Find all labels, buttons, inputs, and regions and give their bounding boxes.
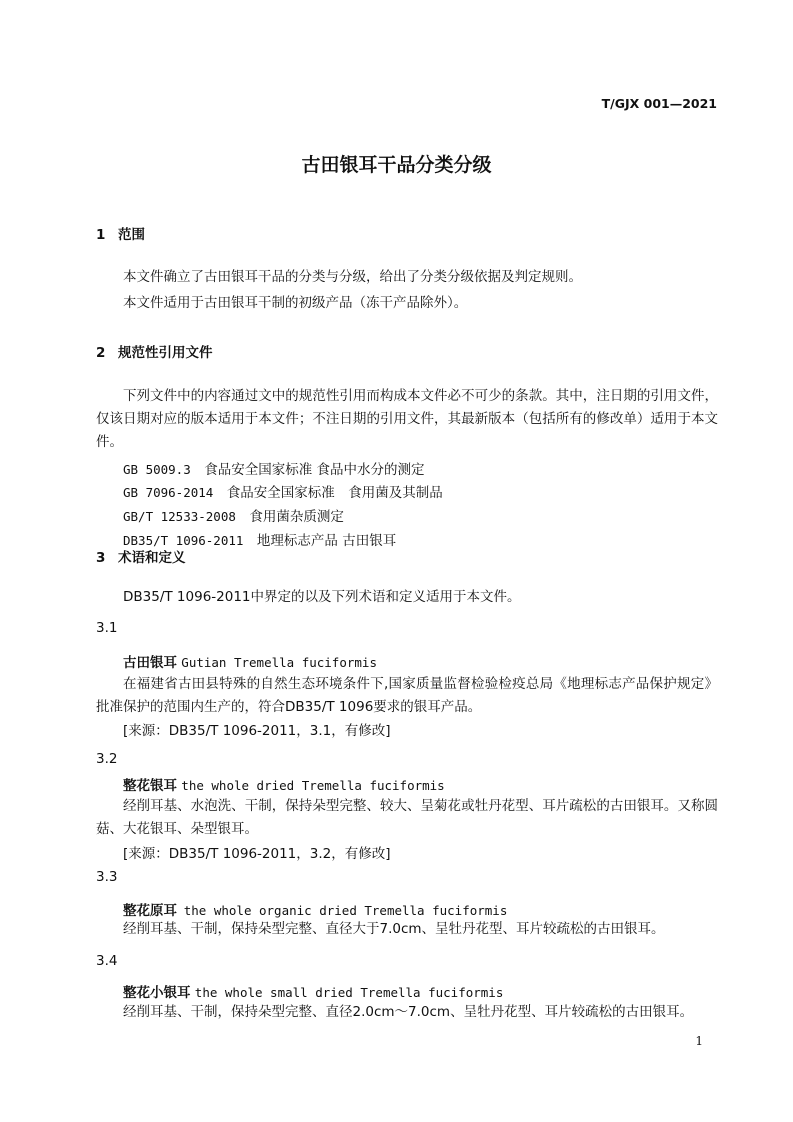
term-definition: 经削耳基、干制，保持朵型完整、直径大于7.0cm、呈牡丹花型、耳片较疏松的古田银耳。 bbox=[123, 921, 665, 937]
reference-name: 地理标志产品 古田银耳 bbox=[256, 533, 397, 549]
section-heading-3 bbox=[96, 546, 186, 566]
term-number: 3.1 bbox=[96, 620, 118, 636]
term-heading bbox=[123, 774, 445, 794]
paragraph: 本文件适用于古田银耳干制的初级产品（冻干产品除外）。 bbox=[123, 295, 468, 311]
term-definition: 经削耳基、水泡洗、干制，保持朵型完整、较大、呈菊花或牡丹花型、耳片疏松的古田银耳。又称圆菇、大花银耳、朵型银耳。 bbox=[96, 798, 718, 837]
term-source: [来源：DB35/T 1096-2011，3.1，有修改] bbox=[123, 723, 391, 739]
reference-item bbox=[123, 505, 344, 525]
term-definition: 经削耳基、干制，保持朵型完整、直径2.0cm～7.0cm、呈牡丹花型、耳片较疏松的古田银耳。 bbox=[123, 1004, 694, 1020]
standard-number: T/GJX 001—2021 bbox=[601, 96, 717, 111]
term-en: the whole dried Tremella fuciformis bbox=[181, 778, 445, 793]
term-zh: 整花小银耳 bbox=[123, 985, 191, 1001]
term-heading bbox=[123, 899, 507, 919]
section-number: 1 bbox=[96, 227, 106, 243]
reference-code: GB/T 12533-2008 bbox=[123, 509, 236, 524]
paragraph: 下列文件中的内容通过文中的规范性引用而构成本文件必不可少的条款。其中，注日期的引用文件，仅该日期对应的版本适用于本文件；不注日期的引用文件，其最新版本（包括所有的修改单）适用于本文件。 bbox=[96, 388, 718, 450]
section-title: 术语和定义 bbox=[118, 550, 186, 566]
reference-name: 食品安全国家标准 食用菌及其制品 bbox=[226, 485, 443, 501]
section-heading-1 bbox=[96, 223, 145, 243]
document-title: 古田银耳干品分类分级 bbox=[301, 154, 492, 176]
reference-code: GB 5009.3 bbox=[123, 462, 191, 477]
term-en: Gutian Tremella fuciformis bbox=[181, 655, 377, 670]
reference-name: 食用菌杂质测定 bbox=[249, 509, 344, 525]
term-heading bbox=[123, 651, 377, 671]
reference-item bbox=[123, 481, 443, 501]
section-title: 范围 bbox=[118, 227, 145, 243]
term-number: 3.4 bbox=[96, 953, 118, 969]
reference-code: DB35/T 1096-2011 bbox=[123, 533, 244, 548]
section-number: 3 bbox=[96, 550, 106, 566]
term-number: 3.3 bbox=[96, 869, 118, 885]
term-number: 3.2 bbox=[96, 751, 118, 767]
term-en: the whole organic dried Tremella fuciformis bbox=[183, 903, 508, 918]
term-zh: 整花银耳 bbox=[123, 778, 177, 794]
page-number: 1 bbox=[695, 1034, 703, 1048]
term-zh: 古田银耳 bbox=[123, 655, 177, 671]
term-heading bbox=[123, 981, 503, 1001]
reference-item bbox=[123, 458, 425, 478]
section-title: 规范性引用文件 bbox=[118, 345, 213, 361]
section-number: 2 bbox=[96, 345, 106, 361]
reference-name: 食品安全国家标准 食品中水分的测定 bbox=[204, 462, 425, 478]
paragraph: 本文件确立了古田银耳干品的分类与分级，给出了分类分级依据及判定规则。 bbox=[123, 269, 582, 285]
term-zh: 整花原耳 bbox=[123, 903, 177, 919]
paragraph: DB35/T 1096-2011中界定的以及下列术语和定义适用于本文件。 bbox=[123, 589, 521, 605]
term-en: the whole small dried Tremella fuciformis bbox=[194, 985, 504, 1000]
term-definition: 在福建省古田县特殊的自然生态环境条件下,国家质量监督检验检疫总局《地理标志产品保护规定》批准保护的范围内生产的，符合DB35/T 1096要求的银耳产品。 bbox=[96, 676, 718, 715]
reference-code: GB 7096-2014 bbox=[123, 485, 214, 500]
section-heading-2 bbox=[96, 341, 213, 361]
term-source: [来源：DB35/T 1096-2011，3.2，有修改] bbox=[123, 846, 391, 862]
